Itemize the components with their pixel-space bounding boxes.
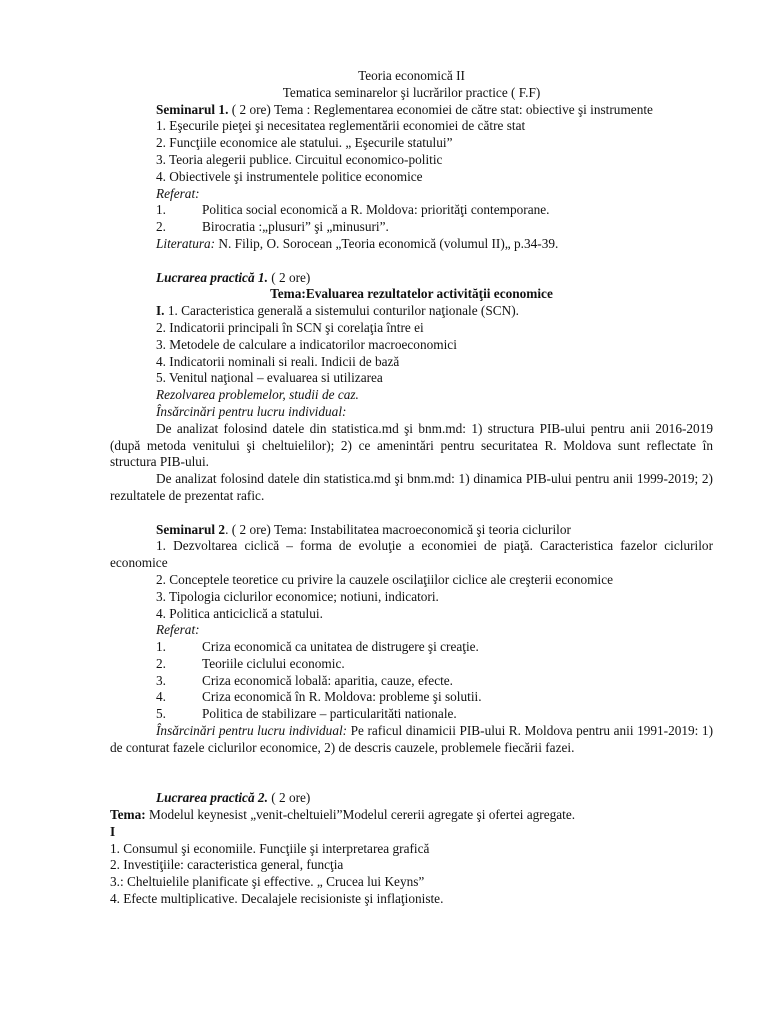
seminar2-item: 4. Politica anticiclică a statului.	[156, 605, 323, 621]
seminar2-referat-item: 3. Criza economică lobală: aparitia, cauze, efecte.	[156, 672, 454, 688]
seminar1-item: 1. Eşecurile pieţei şi necesitatea reglementării economiei de către stat	[156, 118, 526, 134]
seminar2-insarcinari: Însărcinări pentru lucru individual: Pe raficul dinamicii PIB-ului R. Moldova pentru anii 1991-2019: 1) de conturat fazele ciclurilor economice, 2) de descris cauzele, problemele fiecării fazei.	[110, 723, 713, 755]
lp1-insarcinari: Însărcinări pentru lucru individual:	[156, 403, 347, 419]
document-title: Teoria economică II	[358, 68, 465, 83]
seminar2-referat-item: 1. Criza economică ca unitatea de distrugere şi creaţie.	[156, 639, 479, 655]
seminar1-item: 3. Teoria alegerii publice. Circuitul economico-politic	[156, 151, 443, 167]
seminar1-referat-item: 1. Politica social economică a R. Moldova: priorităţi contemporane.	[156, 202, 550, 218]
lp1-tema: Tema:Evaluarea rezultatelor activităţii economice	[270, 286, 553, 302]
lp1-item: 3. Metodele de calculare a indicatorilor macroeconomici	[156, 336, 457, 352]
seminar2-referat-item: 2. Teoriile ciclului economic.	[156, 655, 345, 671]
seminar2-referat-item: 5. Politica de stabilizare – particularităti nationale.	[156, 706, 457, 722]
lp1-item: 5. Venitul naţional – evaluarea si utilizarea	[156, 370, 383, 386]
seminar2-item: 1. Dezvoltarea ciclică – forma de evoluţie a economiei de piaţă. Caracteristica fazelor ciclurilor economice	[110, 538, 713, 571]
lp1-rezolvare: Rezolvarea problemelor, studii de caz.	[156, 387, 359, 403]
seminar1-referat-label: Referat:	[156, 185, 200, 201]
lp2-heading: Lucrarea practică 2. ( 2 ore)	[156, 790, 311, 806]
seminar1-item: 2. Funcţiile economice ale statului. „ Eşecurile statului”	[156, 135, 453, 151]
lp2-roman: I	[110, 823, 116, 839]
seminar1-item: 4. Obiectivele şi instrumentele politice economice	[156, 168, 423, 184]
seminar2-referat-label: Referat:	[156, 622, 200, 638]
seminar2-item: 2. Conceptele teoretice cu privire la cauzele oscilaţiilor ciclice ale creşterii economice	[156, 571, 614, 587]
lp1-paragraph: De analizat folosind datele din statistica.md şi bnm.md: 1) dinamica PIB-ului pentru anii 1999-2019; 2) rezultatele de prezentat rafic.	[110, 471, 713, 503]
lp2-item: 3.: Cheltuielile planificate şi effective. „ Crucea lui Keyns”	[110, 874, 425, 890]
seminar1-label: Seminarul 1.	[156, 101, 229, 117]
lp1-item: 4. Indicatorii nominali si reali. Indicii de bază	[156, 353, 400, 369]
seminar1-literature: Literatura: N. Filip, O. Sorocean „Teoria economică (volumul II)„ p.34-39.	[156, 235, 559, 251]
seminar2-item: 3. Tipologia ciclurilor economice; notiuni, indicatori.	[156, 588, 439, 604]
seminar2-referat-item: 4. Criza economică în R. Moldova: probleme şi solutii.	[156, 689, 482, 705]
lp1-heading: Lucrarea practică 1. ( 2 ore)	[156, 269, 311, 285]
lp2-item: 1. Consumul şi economiile. Funcţiile şi interpretarea grafică	[110, 840, 430, 856]
seminar1-referat-item: 2. Birocratia :„plusuri” şi „minusuri”.	[156, 219, 389, 235]
lp2-tema: Tema: Modelul keynesist „venit-cheltuieli”Modelul cererii agregate şi ofertei agregate.	[110, 807, 576, 823]
lp1-first-item: I. 1. Caracteristica generală a sistemului conturilor naţionale (SCN).	[156, 303, 519, 319]
document-page	[110, 68, 713, 908]
lp2-item: 2. Investiţiile: caracteristica general, funcţia	[110, 857, 344, 873]
lp1-paragraph: De analizat folosind datele din statistica.md şi bnm.md: 1) structura PIB-ului pentru anii 2016-2019 (după metoda venitului şi cheltuielilor); 2) ce amenintări pentru securitatea R. Moldova sunt reflectate în structura PIB-ului.	[110, 420, 713, 470]
lp1-item: 2. Indicatorii principali în SCN şi corelaţia între ei	[156, 319, 424, 335]
seminar1-heading-text: ( 2 ore) Tema : Reglementarea economiei de către stat: obiective şi instrumente	[228, 101, 653, 117]
lp2-item: 4. Efecte multiplicative. Decalajele recisioniste şi inflaţioniste.	[110, 891, 444, 907]
seminar1-heading	[110, 102, 713, 119]
seminar2-heading: Seminarul 2. ( 2 ore) Tema: Instabilitatea macroeconomică şi teoria ciclurilor	[156, 521, 571, 537]
document-subtitle: Tematica seminarelor şi lucrărilor practice ( F.F)	[282, 84, 541, 100]
